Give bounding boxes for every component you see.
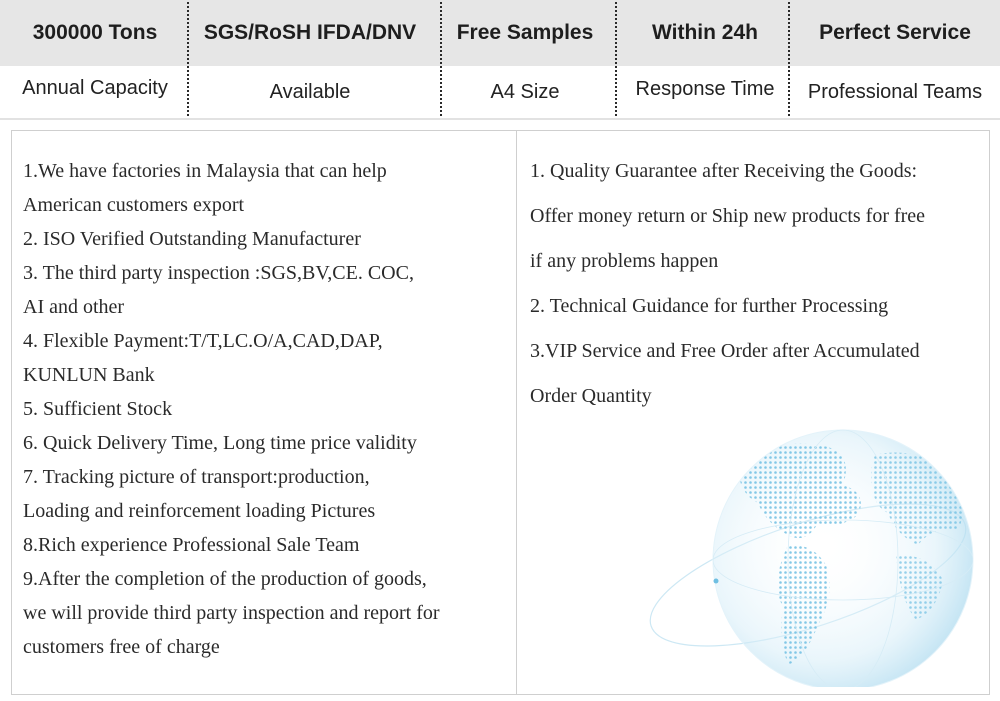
stat-headline-capacity: 300000 Tons <box>32 21 158 44</box>
advantages-list <box>23 154 513 664</box>
list-item: KUNLUN Bank <box>23 364 155 386</box>
panel-divider <box>516 131 517 694</box>
list-item: 3. The third party inspection :SGS,BV,CE. COC, <box>23 262 414 284</box>
list-item: 2. ISO Verified Outstanding Manufacturer <box>23 228 361 250</box>
stat-headline-certifications: SGS/RoSH IFDA/DNV <box>203 21 417 44</box>
stat-headline-samples: Free Samples <box>456 21 594 44</box>
list-item: if any problems happen <box>530 250 719 272</box>
services-list <box>530 149 990 419</box>
column-divider <box>788 2 790 116</box>
list-item: 7. Tracking picture of transport:production, <box>23 466 370 488</box>
stats-table <box>0 0 1000 120</box>
column-divider <box>440 2 442 116</box>
stat-caption-capacity: Annual Capacity <box>22 76 168 99</box>
list-item: 6. Quick Delivery Time, Long time price validity <box>23 432 417 454</box>
list-item: we will provide third party inspection and report for <box>23 602 440 624</box>
stat-caption-service: Professional Teams <box>807 80 983 103</box>
stat-headline-service: Perfect Service <box>819 21 971 44</box>
list-item: 1. Quality Guarantee after Receiving the Goods: <box>530 160 918 182</box>
column-divider <box>187 2 189 116</box>
stat-caption-certifications: Available <box>269 80 351 103</box>
stat-caption-response: Response Time <box>635 77 775 100</box>
list-item: 2. Technical Guidance for further Processing <box>530 295 889 317</box>
column-divider <box>615 2 617 116</box>
list-item: 1.We have factories in Malaysia that can help <box>23 160 387 182</box>
list-item: 8.Rich experience Professional Sale Team <box>23 534 360 556</box>
list-item: 3.VIP Service and Free Order after Accumulated <box>530 340 920 362</box>
list-item: customers free of charge <box>23 636 220 658</box>
stat-caption-samples: A4 Size <box>490 80 560 103</box>
table-bottom-rule <box>0 118 1000 120</box>
list-item: Loading and reinforcement loading Pictures <box>23 500 376 522</box>
list-item: Offer money return or Ship new products for free <box>530 205 926 227</box>
list-item: 5. Sufficient Stock <box>23 398 173 420</box>
world-globe-icon <box>638 395 983 687</box>
list-item: Order Quantity <box>530 385 652 407</box>
list-item: 9.After the completion of the production of goods, <box>23 568 427 590</box>
stats-caption-row <box>0 66 1000 118</box>
stats-header-row <box>0 0 1000 66</box>
list-item: AI and other <box>23 296 125 318</box>
list-item: 4. Flexible Payment:T/T,LC.O/A,CAD,DAP, <box>23 330 383 352</box>
stat-headline-response: Within 24h <box>652 21 758 44</box>
list-item: American customers export <box>23 194 245 216</box>
